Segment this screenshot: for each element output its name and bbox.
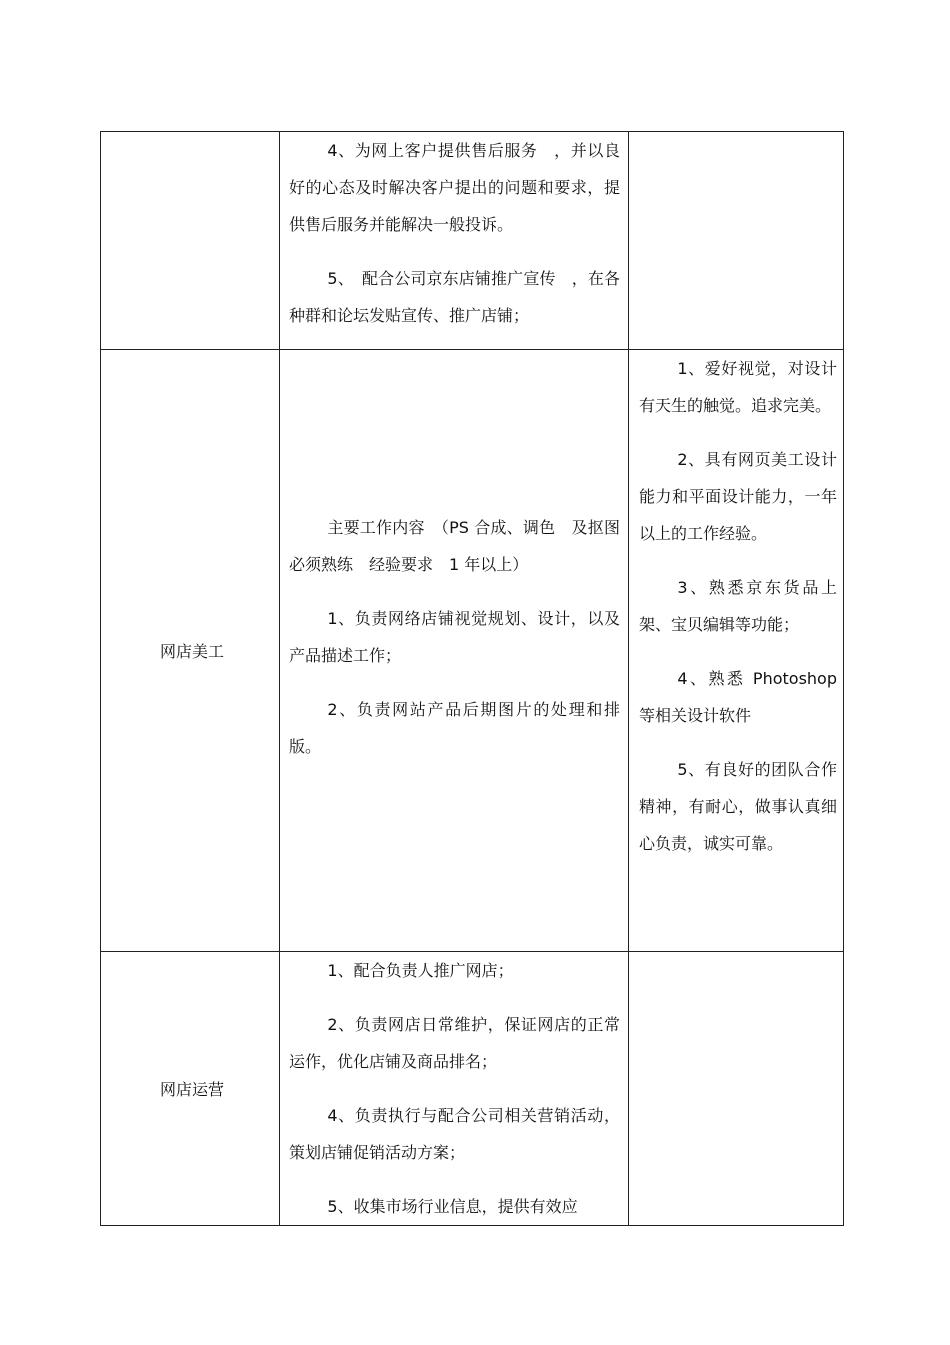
duties-cell (280, 132, 629, 350)
requirement-item: 4、熟悉 Photoshop 等相关设计软件 (639, 669, 837, 725)
requirement-item: 3、熟悉京东货品上架、宝贝编辑等功能； (639, 578, 837, 634)
duty-item: 1、配合负责人推广网店； (327, 961, 514, 980)
requirement-item: 2、具有网页美工设计能力和平面设计能力，一年以上的工作经验。 (639, 450, 837, 543)
requirement-item: 5、有良好的团队合作精神，有耐心，做事认真细心负责，诚实可靠。 (639, 760, 837, 853)
duties-cell (280, 952, 629, 1226)
table-row (101, 952, 844, 1226)
table-row (101, 350, 844, 952)
duties-cell (280, 350, 637, 952)
duty-item: 2、负责网店日常维护，保证网店的正常运作，优化店铺及商品排名； (289, 1015, 620, 1071)
role-cell (101, 132, 280, 350)
duty-item: 2、负责网站产品后期图片的处理和排版。 (289, 700, 620, 756)
duty-item: 5、收集市场行业信息，提供有效应 (327, 1197, 578, 1216)
role-name: 网店运营 (159, 1080, 224, 1099)
role-cell (101, 350, 280, 952)
duty-item: 主要工作内容 （PS 合成、调色 及抠图 必须熟练 经验要求 1 年以上） (289, 518, 637, 574)
requirements-cell (629, 952, 844, 1226)
table-row (101, 132, 844, 350)
duty-item: 4、为网上客户提供售后服务 ，并以良好的心态及时解决客户提出的问题和要求，提供售后服务并能解决一般投诉。 (289, 141, 620, 234)
requirements-cell (629, 350, 844, 952)
duty-item: 5、 配合公司京东店铺推广宣传 ，在各种群和论坛发贴宣传、推广店铺； (289, 269, 620, 325)
role-cell (101, 952, 280, 1226)
duty-item: 1、负责网络店铺视觉规划、设计，以及产品描述工作； (289, 609, 620, 665)
role-name: 网店美工 (159, 642, 224, 661)
duty-item: 4、负责执行与配合公司相关营销活动，策划店铺促销活动方案； (289, 1106, 620, 1162)
requirement-item: 1、爱好视觉，对设计有天生的触觉。追求完美。 (639, 359, 837, 415)
requirements-cell (629, 132, 844, 350)
job-description-table (100, 131, 844, 1226)
